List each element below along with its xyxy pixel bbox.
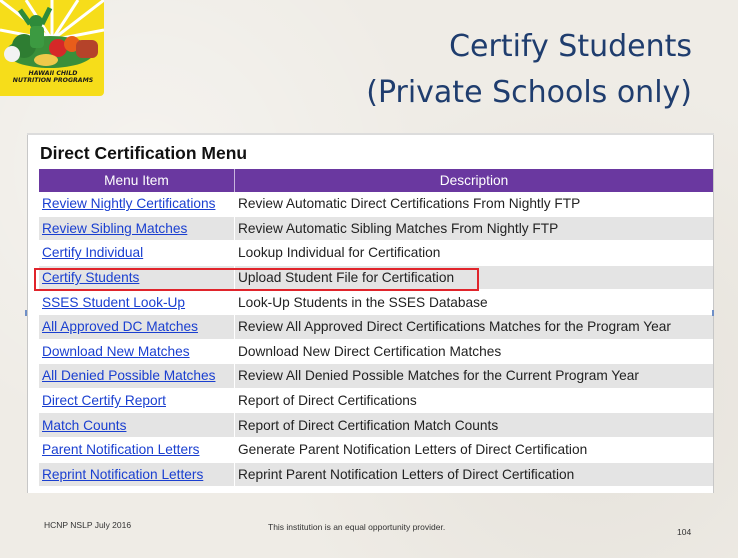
slide-title bbox=[272, 24, 692, 116]
menu-item-link[interactable]: Certify Individual bbox=[42, 245, 144, 261]
menu-item-description: Review Automatic Direct Certifications From Nightly FTP bbox=[235, 192, 713, 217]
menu-item-description: Download New Direct Certification Matches bbox=[235, 340, 713, 365]
footer-equal-opportunity-text: This institution is an equal opportunity provider. bbox=[268, 522, 446, 532]
column-header-description: Description bbox=[235, 169, 713, 192]
menu-item-cell bbox=[39, 217, 235, 242]
menu-item-description: Review All Denied Possible Matches for the Current Program Year bbox=[235, 364, 713, 389]
table-row bbox=[39, 340, 713, 365]
menu-item-cell bbox=[39, 364, 235, 389]
menu-item-cell bbox=[39, 290, 235, 315]
menu-item-cell bbox=[39, 438, 235, 463]
menu-item-link[interactable]: All Denied Possible Matches bbox=[42, 368, 216, 384]
table-row bbox=[39, 364, 713, 389]
table-row bbox=[39, 290, 713, 315]
menu-item-link[interactable]: Review Sibling Matches bbox=[42, 220, 188, 236]
table-row bbox=[39, 266, 713, 291]
menu-item-link[interactable]: All Approved DC Matches bbox=[42, 319, 198, 335]
menu-item-description: Reprint Parent Notification Letters of Direct Certification bbox=[235, 463, 713, 488]
menu-item-cell bbox=[39, 463, 235, 488]
right-edge-mark bbox=[712, 310, 714, 316]
menu-item-description: Review Automatic Sibling Matches From Nightly FTP bbox=[235, 217, 713, 242]
menu-item-link[interactable]: Direct Certify Report bbox=[42, 393, 166, 409]
menu-item-description: Lookup Individual for Certification bbox=[235, 241, 713, 266]
logo-line1: HAWAII CHILD bbox=[28, 70, 78, 77]
table-row bbox=[39, 241, 713, 266]
menu-item-link[interactable]: Download New Matches bbox=[42, 343, 190, 359]
menu-item-link[interactable]: SSES Student Look-Up bbox=[42, 294, 186, 310]
menu-item-description: Look-Up Students in the SSES Database bbox=[235, 290, 713, 315]
direct-certification-screenshot bbox=[27, 135, 714, 493]
menu-item-cell bbox=[39, 266, 235, 291]
menu-item-description: Report of Direct Certification Match Counts bbox=[235, 413, 713, 438]
table-row bbox=[39, 192, 713, 217]
menu-item-cell bbox=[39, 413, 235, 438]
menu-item-description: Report of Direct Certifications bbox=[235, 389, 713, 414]
table-header-row bbox=[39, 169, 713, 192]
menu-item-cell bbox=[39, 389, 235, 414]
menu-item-link[interactable]: Parent Notification Letters bbox=[42, 442, 200, 458]
slide-title-line2: (Private Schools only) bbox=[366, 75, 692, 110]
program-logo bbox=[0, 0, 104, 96]
menu-table-body bbox=[39, 192, 713, 487]
logo-text bbox=[4, 70, 102, 84]
page-number: 104 bbox=[677, 527, 692, 537]
menu-item-link[interactable]: Review Nightly Certifications bbox=[42, 196, 216, 212]
table-row bbox=[39, 438, 713, 463]
table-row bbox=[39, 315, 713, 340]
table-row bbox=[39, 463, 713, 488]
menu-item-cell bbox=[39, 315, 235, 340]
logo-line2: NUTRITION PROGRAMS bbox=[12, 77, 94, 84]
menu-item-description: Upload Student File for Certification bbox=[235, 266, 713, 291]
menu-item-link[interactable]: Reprint Notification Letters bbox=[42, 466, 204, 482]
hawaii-child-nutrition-logo-icon bbox=[0, 0, 104, 72]
menu-item-description: Generate Parent Notification Letters of Direct Certification bbox=[235, 438, 713, 463]
menu-heading: Direct Certification Menu bbox=[40, 143, 248, 163]
table-row bbox=[39, 217, 713, 242]
menu-item-description: Review All Approved Direct Certifications Matches for the Program Year bbox=[235, 315, 713, 340]
menu-item-link[interactable]: Certify Students bbox=[42, 270, 140, 286]
column-header-menu-item: Menu Item bbox=[39, 169, 235, 192]
menu-item-cell bbox=[39, 241, 235, 266]
direct-certification-menu-table bbox=[39, 169, 713, 487]
menu-item-cell bbox=[39, 340, 235, 365]
menu-item-cell bbox=[39, 192, 235, 217]
left-edge-mark bbox=[25, 310, 27, 316]
menu-item-link[interactable]: Match Counts bbox=[42, 417, 127, 433]
footer-left-text: HCNP NSLP July 2016 bbox=[44, 520, 132, 530]
slide-title-line1: Certify Students bbox=[449, 29, 692, 64]
table-row bbox=[39, 389, 713, 414]
table-row bbox=[39, 413, 713, 438]
